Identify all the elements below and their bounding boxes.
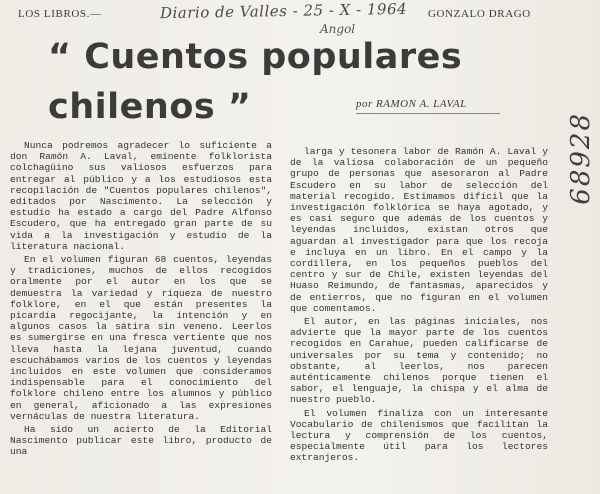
handwritten-date-note: Diario de Valles - 25 - X - 1964 xyxy=(159,0,408,23)
article-title: “ Cuentos populares chilenos ” xyxy=(48,37,463,127)
handwritten-place-note: Angol xyxy=(320,22,356,36)
left-column xyxy=(10,140,272,460)
byline-rule xyxy=(356,113,500,114)
paragraph: En el volumen figuran 68 cuentos, leyendas y tradiciones, muchos de ellos recogidos oralmente por el autor en los que se demuestra la variedad y riqueza de nuestro folklore, en el que están presentes la picardía regocijante, la intención y en algunos casos la sátira sin veneno. Leerlos es sumergirse en una fresca vertiente que nos lleva hasta la lejana juventud, cuando escuchábamos varios de los cuentos y leyendas incluidos en este volumen que consideramos indispensable para el conocimiento del folklore chileno entre los alumnos y público en general, aficionado a las expresiones vernáculas de nuestra literatura. xyxy=(10,254,272,422)
column-author: GONZALO DRAGO xyxy=(428,8,531,20)
article-byline: por RAMON A. LAVAL xyxy=(356,98,467,110)
right-column xyxy=(290,146,548,466)
paragraph: Nunca podremos agradecer lo suficiente a don Ramón A. Laval, eminente folklorista colchagüino sus valiosos esfuerzos para entregar al público y a los estudiosos esta recopilación de "Cuentos populares chilenos", editados por Nascimento. La selección y estudio ha estado a cargo del Padre Alfonso Escudero, que ha entregado gran parte de su vida a la investigación y estudio de la literatura nacional. xyxy=(10,140,272,252)
section-header: LOS LIBROS.— xyxy=(18,8,102,20)
paragraph: El autor, en las páginas iniciales, nos advierte que la mayor parte de los cuentos recogidos en Carahue, pueden calificarse de universales por su tema y contenido; no obstante, al leerlos, nos parecen auténticamente chilenos porque tienen el sabor, el lenguaje, la chispa y el alma de nuestro pueblo. xyxy=(290,316,548,406)
paragraph: Ha sido un acierto de la Editorial Nascimento publicar este libro, producto de una xyxy=(10,424,272,458)
paragraph: larga y tesonera labor de Ramón A. Laval y de la valiosa colaboración de un pequeño grupo de personas que asesoraron al Padre Escudero en su labor de selección del material recogido. Estimamos difícil que la investigación folklórica se haya agotado, y es casi seguro que además de los cuentos y leyendas incluidos, existan otros que aguardan al investigador para que los recoja e incluya en un libro. En el campo y la cordillera, en los pequeños pueblos del centro y sur de Chile, existen leyendas del Huaso Reimundo, de fantasmas, aparecidos y de entierros, que no figuran en el volumen que comentamos. xyxy=(290,146,548,314)
archive-number: 68928 xyxy=(566,112,596,205)
paragraph: El volumen finaliza con un interesante Vocabulario de chilenismos que facilitan la lectura y comprensión de los cuentos, especialmente útil para los lectores extranjeros. xyxy=(290,407,548,464)
